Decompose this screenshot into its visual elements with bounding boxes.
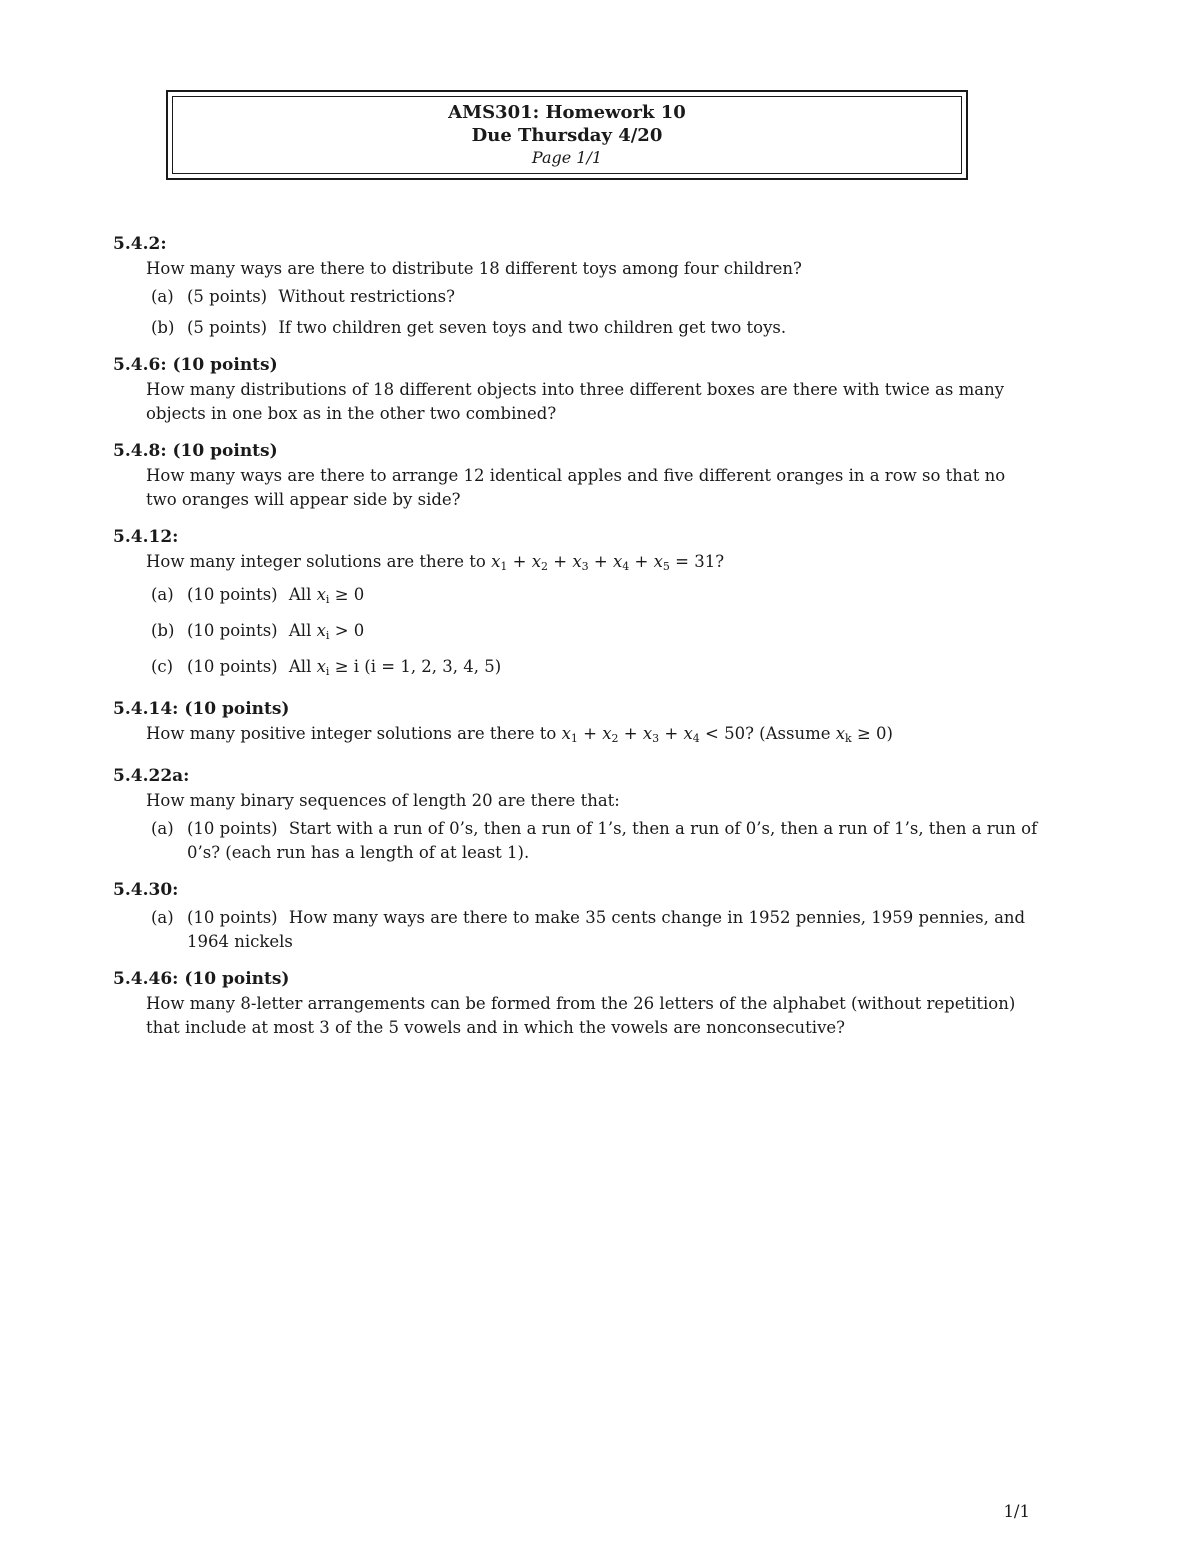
problem-part: (a) (10 points) All $x_i \ge 0$ [151, 583, 1038, 612]
variable: $x_i$ [316, 657, 330, 678]
part-text: Without restrictions? [278, 287, 455, 306]
homework-title: AMS301: Homework 10 [448, 102, 686, 123]
variable: $x_i$ [316, 621, 330, 642]
variable: $x_k$ [835, 724, 852, 745]
problem-part [151, 316, 1038, 340]
problem-5-4-22a [113, 764, 1038, 865]
problem-5-4-46 [113, 967, 1038, 1040]
part-label: (b) [151, 621, 175, 640]
problem-heading: 5.4.6: (10 points) [113, 355, 278, 375]
problem-part: (c) (10 points) All $x_i \ge i$ (i = 1, 2, 3, 4, 5) [151, 655, 1038, 684]
part-points: (10 points) [187, 819, 278, 838]
problem-part [151, 906, 1038, 954]
problem-5-4-30 [113, 878, 1038, 954]
problem-5-4-14 [113, 697, 1038, 751]
problem-heading: 5.4.2: [113, 234, 167, 254]
problem-text: How many 8-letter arrangements can be formed from the 26 letters of the alphabet (without repetition) that include at most 3 of the 5 vowels and in which the vowels are nonconsecutive? [146, 994, 1016, 1037]
part-points: (10 points) [187, 657, 278, 676]
problem-5-4-8 [113, 439, 1038, 512]
problem-part [151, 285, 1038, 309]
part-label: (a) [151, 908, 174, 927]
part-text: Start with a run of 0’s, then a run of 1’s, then a run of 0’s, then a run of 1’s, then a run of 0’s? (each run has a length of at least 1). [187, 819, 1038, 862]
problem-heading: 5.4.30: [113, 880, 179, 900]
equation: $x_1 + x_2 + x_3 + x_4 + x_5$ [491, 552, 670, 573]
problem-list [113, 232, 1038, 1053]
problem-text: How many positive integer solutions are there to $x_1 + x_2 + x_3 + x_4 < 50$? (Assume $x_k \ge 0$) [146, 724, 893, 745]
problem-text: How many binary sequences of length 20 are there that: [146, 791, 620, 810]
problem-heading: 5.4.12: [113, 527, 179, 547]
problem-part [151, 817, 1038, 865]
page-indicator: Page 1/1 [531, 148, 603, 167]
part-points: (10 points) [187, 908, 278, 927]
part-points: (10 points) [187, 621, 278, 640]
part-label: (a) [151, 585, 174, 604]
problem-5-4-12 [113, 525, 1038, 684]
variable: $x_i$ [316, 585, 330, 606]
title-box [166, 90, 968, 180]
equation: $x_1 + x_2 + x_3 + x_4$ [561, 724, 700, 745]
problem-heading: 5.4.22a: [113, 766, 190, 786]
part-points: (5 points) [187, 287, 268, 306]
problem-text: How many distributions of 18 different objects into three different boxes are there with twice as many objects in one box as in the other two combined? [146, 380, 1005, 423]
part-points: (5 points) [187, 318, 268, 337]
part-text: How many ways are there to make 35 cents change in 1952 pennies, 1959 pennies, and 1964 nickels [187, 908, 1026, 951]
problem-text: How many ways are there to arrange 12 identical apples and five different oranges in a row so that no two oranges will appear side by side? [146, 466, 1006, 509]
problem-text: How many integer solutions are there to $x_1 + x_2 + x_3 + x_4 + x_5 = 31$? [146, 552, 725, 573]
part-text: If two children get seven toys and two children get two toys. [278, 318, 787, 337]
part-label: (c) [151, 657, 174, 676]
problem-heading: 5.4.8: (10 points) [113, 441, 278, 461]
problem-5-4-2 [113, 232, 1038, 340]
part-label: (b) [151, 318, 175, 337]
problem-text: How many ways are there to distribute 18 different toys among four children? [146, 259, 802, 278]
part-label: (a) [151, 287, 174, 306]
part-points: (10 points) [187, 585, 278, 604]
problem-heading: 5.4.14: (10 points) [113, 699, 290, 719]
due-date: Due Thursday 4/20 [471, 125, 663, 146]
problem-part: (b) (10 points) All $x_i > 0$ [151, 619, 1038, 648]
part-label: (a) [151, 819, 174, 838]
problem-heading: 5.4.46: (10 points) [113, 969, 290, 989]
problem-5-4-6 [113, 353, 1038, 426]
page-number: 1/1 [1003, 1502, 1030, 1521]
